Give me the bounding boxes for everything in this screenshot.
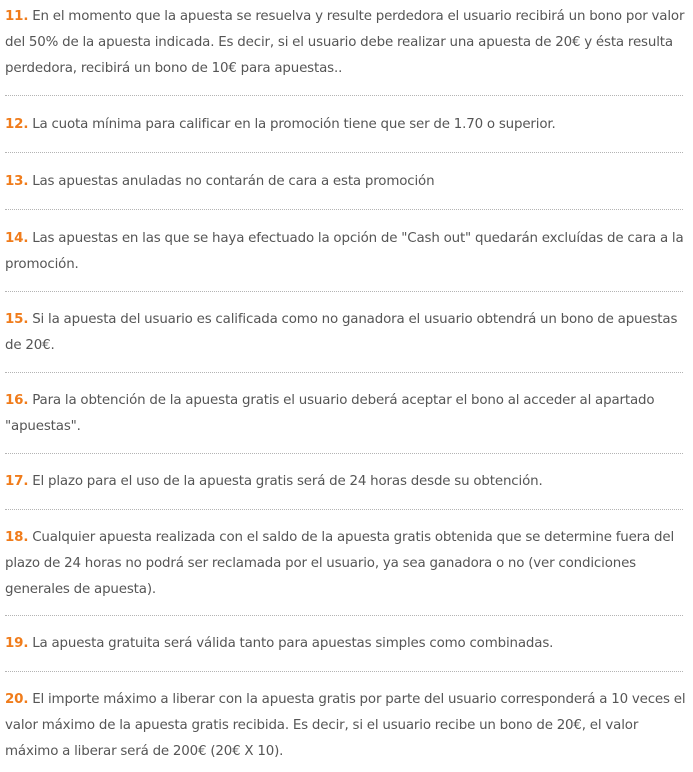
term-divider (5, 291, 683, 292)
term-item (5, 388, 687, 440)
term-number: 17. (5, 474, 29, 489)
term-text: Si la apuesta del usuario es calificada como no ganadora el usuario obtendrá un bono de apuestas de 20€. (5, 312, 678, 353)
term-text: Las apuestas anuladas no contarán de cara a esta promoción (28, 174, 435, 189)
term-divider (5, 372, 683, 373)
term-number: 14. (5, 231, 29, 246)
term-number: 12. (5, 117, 29, 132)
term-item (5, 112, 687, 138)
term-number: 15. (5, 312, 29, 327)
term-number: 19. (5, 636, 29, 651)
term-number: 11. (5, 9, 29, 24)
term-divider (5, 152, 683, 153)
term-text: El plazo para el uso de la apuesta gratis será de 24 horas desde su obtención. (28, 474, 543, 489)
term-divider (5, 209, 683, 210)
term-text: El importe máximo a liberar con la apuesta gratis por parte del usuario corresponderá a 10 veces el valor máximo de la apuesta gratis recibida. Es decir, si el usuario recibe un bono de 20€, el valor máximo a liberar será de 200€ (20€ X 10). (5, 692, 686, 759)
term-item (5, 631, 687, 657)
term-text: Las apuestas en las que se haya efectuado la opción de "Cash out" quedarán excluídas de cara a la promoción. (5, 231, 684, 272)
term-divider (5, 509, 683, 510)
term-item (5, 169, 687, 195)
term-number: 13. (5, 174, 29, 189)
term-item (5, 687, 687, 765)
term-number: 16. (5, 393, 29, 408)
term-text: La apuesta gratuita será válida tanto para apuestas simples como combinadas. (28, 636, 554, 651)
term-number: 18. (5, 530, 29, 545)
term-number: 20. (5, 692, 29, 707)
term-text: En el momento que la apuesta se resuelva y resulte perdedora el usuario recibirá un bono por valor del 50% de la apuesta indicada. Es decir, si el usuario debe realizar una apuesta de 20€ y ésta resulta perdedora, recibirá un bono de 10€ para apuestas.. (5, 9, 685, 76)
term-item (5, 4, 687, 82)
term-item (5, 525, 687, 603)
term-text: La cuota mínima para calificar en la promoción tiene que ser de 1.70 o superior. (28, 117, 556, 132)
term-text: Cualquier apuesta realizada con el saldo de la apuesta gratis obtenida que se determine fuera del plazo de 24 horas no podrá ser reclamada por el usuario, ya sea ganadora o no (ver condiciones generales de apuesta). (5, 530, 675, 597)
term-item (5, 307, 687, 359)
term-divider (5, 671, 683, 672)
term-item (5, 226, 687, 278)
term-divider (5, 95, 683, 96)
term-divider (5, 615, 683, 616)
term-divider (5, 453, 683, 454)
term-text: Para la obtención de la apuesta gratis el usuario deberá aceptar el bono al acceder al apartado "apuestas". (5, 393, 655, 434)
term-item (5, 469, 687, 495)
